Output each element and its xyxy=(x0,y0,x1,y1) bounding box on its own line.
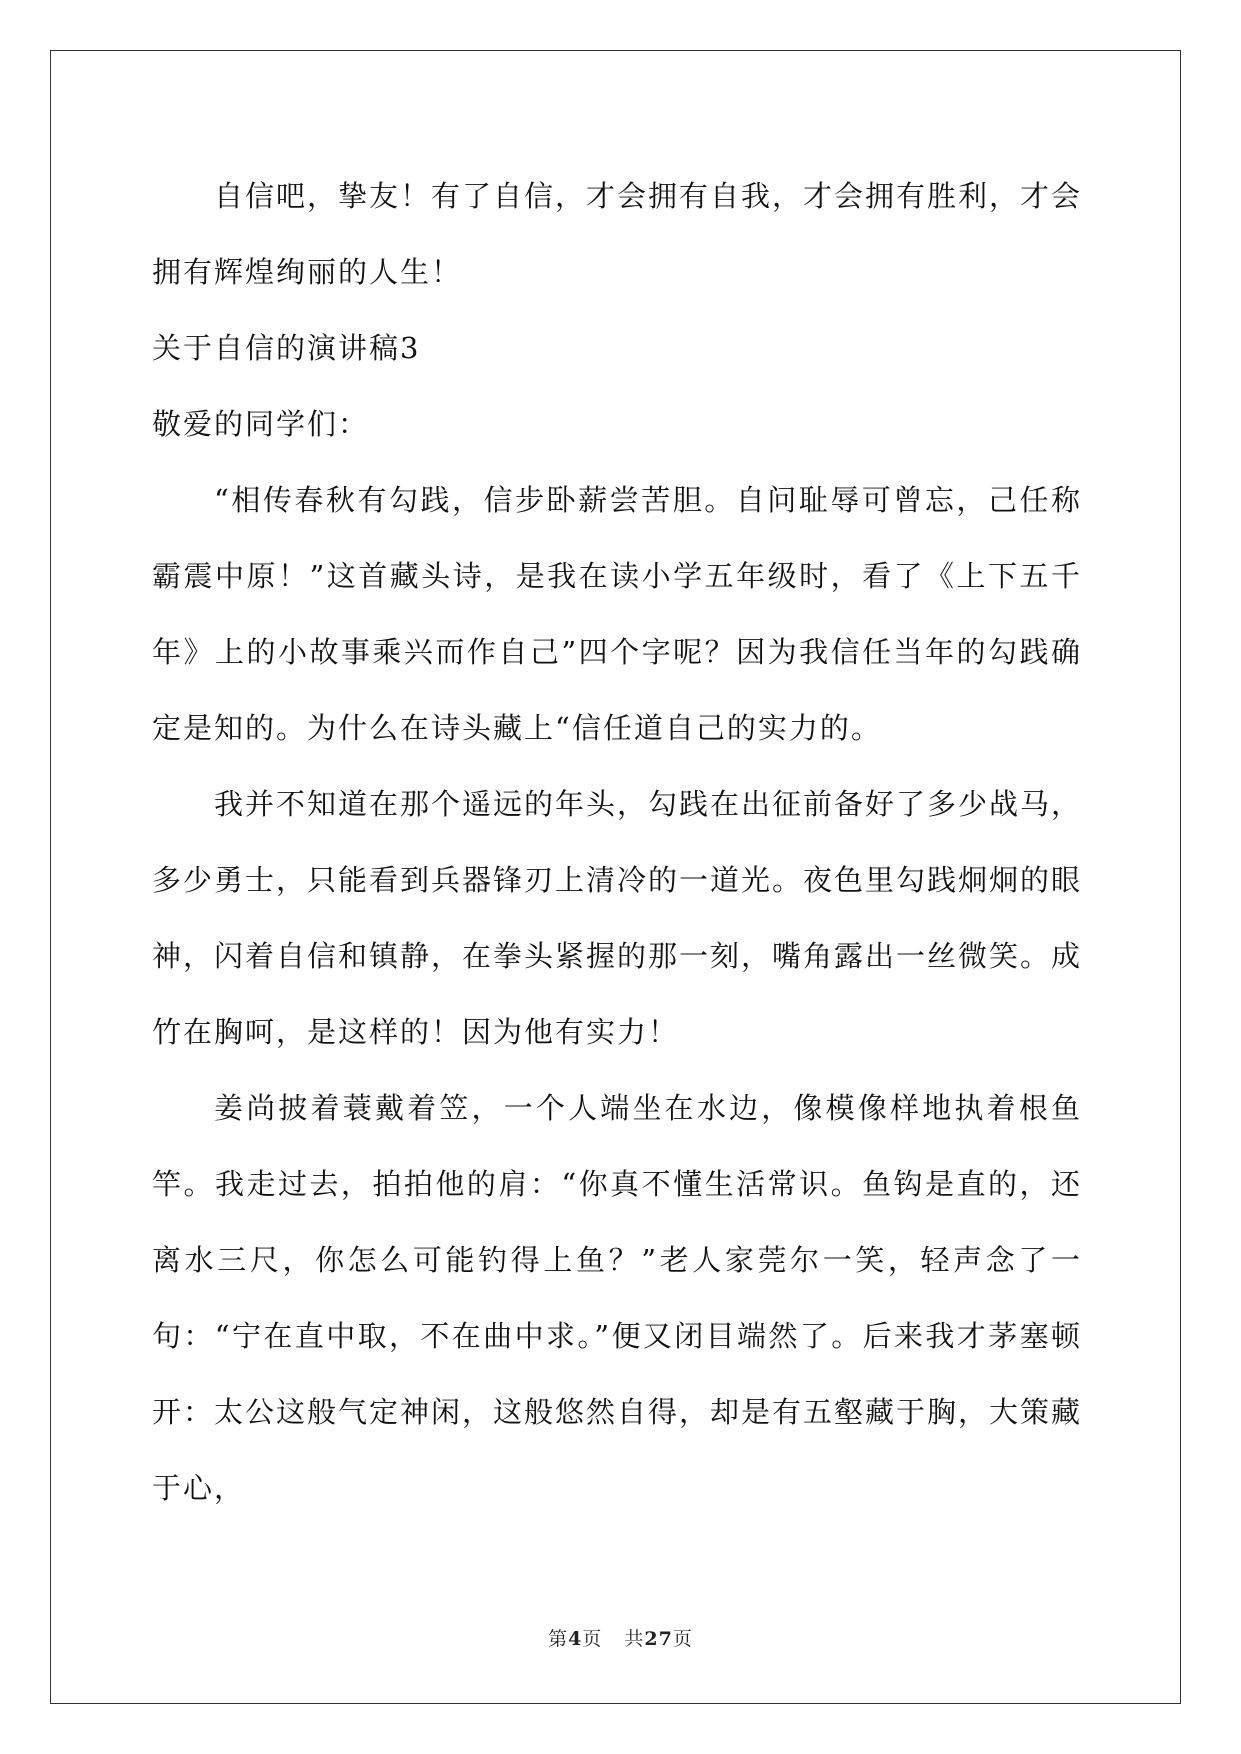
document-body xyxy=(152,158,1082,1526)
paragraph-closing-exhortation: 自信吧，挚友！有了自信，才会拥有自我，才会拥有胜利，才会拥有辉煌绚丽的人生！ xyxy=(152,179,1083,289)
footer-page-prefix: 第 xyxy=(548,1628,569,1650)
footer-total-pages: 27 xyxy=(644,1628,673,1650)
speech-title: 关于自信的演讲稿3 xyxy=(152,331,421,365)
page-footer xyxy=(0,1624,1241,1651)
paragraph-goujian-poem: “相传春秋有勾践，信步卧薪尝苦胆。自问耻辱可曾忘，己任称霸震中原！”这首藏头诗，是我在读小学五年级时，看了《上下五千年》上的小故事乘兴而作自己”四个字呢？因为我信任当年的勾践确定是知的。为什么在诗头藏上“信任道自己的实力的。 xyxy=(152,483,1082,745)
paragraph-goujian-battle: 我并不知道在那个遥远的年头，勾践在出征前备好了多少战马，多少勇士，只能看到兵器锋刃上清冷的一道光。夜色里勾践炯炯的眼神，闪着自信和镇静，在拳头紧握的那一刻，嘴角露出一丝微笑。成竹在胸呵，是这样的！因为他有实力！ xyxy=(152,787,1083,1049)
footer-total-suffix: 页 xyxy=(672,1628,693,1650)
speech-salutation: 敬爱的同学们： xyxy=(152,407,370,441)
paragraph-jiang-shang: 姜尚披着蓑戴着笠，一个人端坐在水边，像模像样地执着根鱼竿。我走过去，拍拍他的肩：“你真不懂生活常识。鱼钩是直的，还离水三尺，你怎么可能钓得上鱼？”老人家莞尔一笑，轻声念了一句：“宁在直中取，不在曲中求。”便又闭目端然了。后来我才茅塞顿开：太公这般气定神闲，这般悠然自得，却是有五壑藏于胸，大策藏于心， xyxy=(152,1091,1083,1505)
footer-page-suffix: 页 xyxy=(582,1628,603,1650)
footer-page-number: 4 xyxy=(568,1628,583,1650)
footer-total-prefix: 共 xyxy=(624,1628,645,1650)
